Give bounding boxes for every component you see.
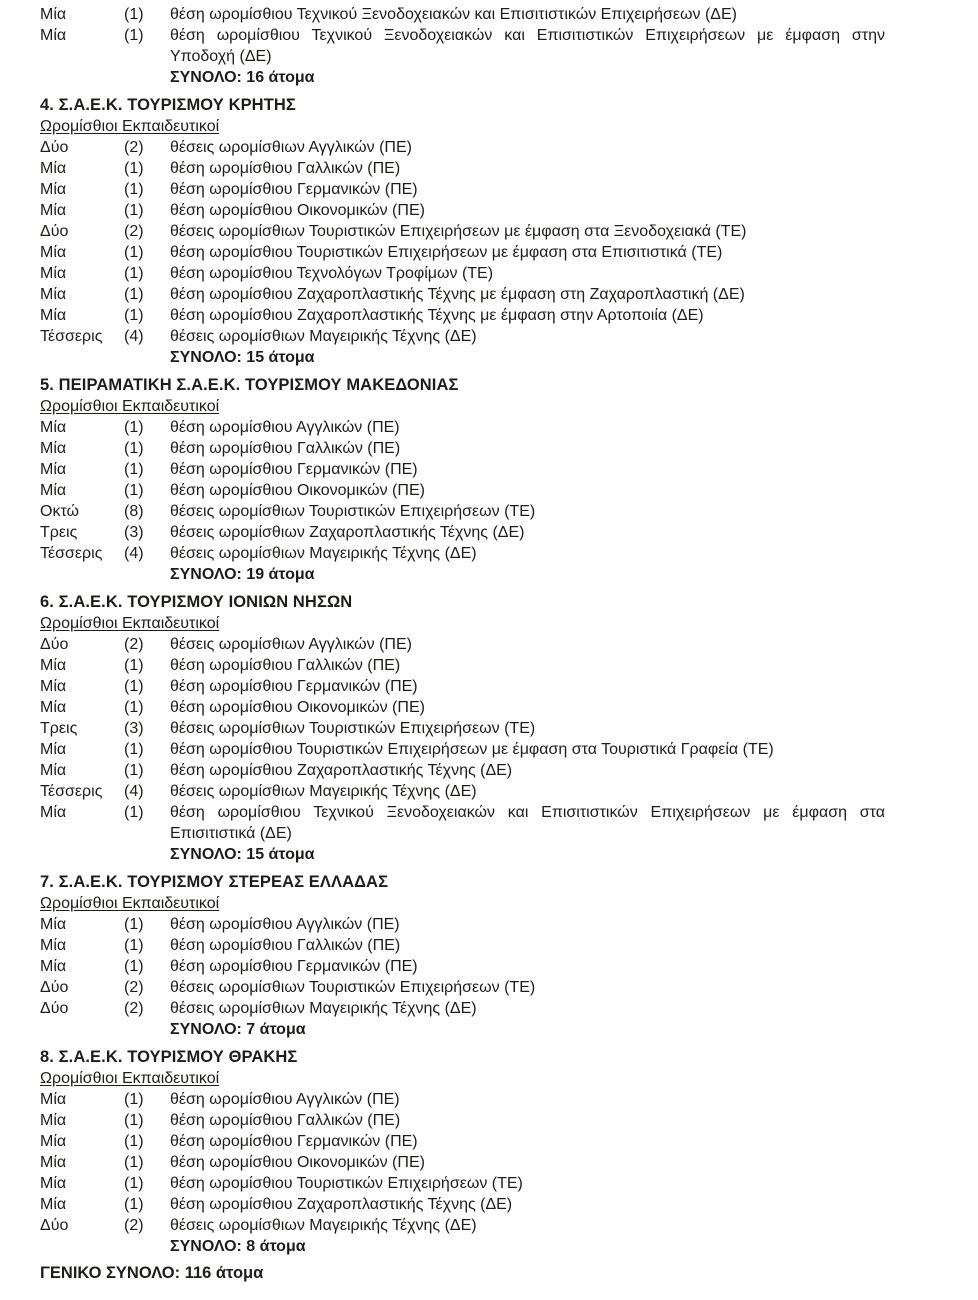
section-rows	[40, 1089, 978, 1236]
count-number: (4)	[124, 328, 144, 345]
count-number: (1)	[124, 1154, 144, 1171]
section-total: ΣΥΝΟΛΟ: 19 άτομα	[170, 566, 315, 583]
position-row	[40, 1131, 978, 1152]
count-number: (1)	[124, 244, 144, 261]
count-number: (2)	[124, 636, 144, 653]
position-section	[40, 94, 978, 368]
count-number: (1)	[124, 741, 144, 758]
section-rows	[40, 137, 978, 347]
position-row	[40, 480, 978, 501]
position-row	[40, 543, 978, 564]
count-word: Μία	[40, 937, 67, 954]
position-row	[40, 438, 978, 459]
position-description: θέση ωρομίσθιου Τουριστικών Επιχειρήσεων με έμφαση στα Επισιτιστικά (ΤΕ)	[170, 244, 723, 261]
count-word: Δύο	[40, 1217, 69, 1234]
count-number: (1)	[124, 1196, 144, 1213]
position-row	[40, 4, 978, 25]
count-word: Μία	[40, 916, 67, 933]
position-description: θέση ωρομίσθιου Αγγλικών (ΠΕ)	[170, 916, 400, 933]
section-total: ΣΥΝΟΛΟ: 8 άτομα	[170, 1238, 306, 1255]
count-number: (2)	[124, 139, 144, 156]
count-word: Μία	[40, 419, 67, 436]
count-word: Μία	[40, 1091, 67, 1108]
position-description: θέση ωρομίσθιου Γαλλικών (ΠΕ)	[170, 160, 401, 177]
count-number: (1)	[124, 27, 144, 44]
position-row	[40, 1152, 978, 1173]
position-description: θέση ωρομίσθιου Οικονομικών (ΠΕ)	[170, 482, 425, 499]
position-description: θέσεις ωρομίσθιων Μαγειρικής Τέχνης (ΔΕ)	[170, 328, 477, 345]
count-word: Μία	[40, 307, 67, 324]
count-word: Μία	[40, 286, 67, 303]
position-description: θέση ωρομίσθιου Τουριστικών Επιχειρήσεων με έμφαση στα Τουριστικά Γραφεία (ΤΕ)	[170, 741, 774, 758]
section-title: 7. Σ.Α.Ε.Κ. ΤΟΥΡΙΣΜΟΥ ΣΤΕΡΕΑΣ ΕΛΛΑΔΑΣ	[40, 873, 389, 891]
count-number: (1)	[124, 1175, 144, 1192]
count-word: Μία	[40, 27, 67, 44]
spacer-cell	[40, 347, 124, 368]
section-total-row	[40, 564, 978, 585]
position-description: θέσεις ωρομίσθιων Μαγειρικής Τέχνης (ΔΕ)	[170, 1217, 477, 1234]
position-description: θέση ωρομίσθιου Οικονομικών (ΠΕ)	[170, 202, 425, 219]
section-subtitle: Ωρομίσθιοι Εκπαιδευτικοί	[40, 1070, 220, 1087]
section-rows	[40, 417, 978, 564]
spacer-cell	[40, 1019, 124, 1040]
position-row	[40, 914, 978, 935]
section-total-row	[40, 844, 978, 865]
position-row	[40, 200, 978, 221]
count-word: Δύο	[40, 139, 69, 156]
count-word: Μία	[40, 678, 67, 695]
position-section	[40, 1046, 978, 1257]
count-word: Μία	[40, 202, 67, 219]
count-word: Μία	[40, 762, 67, 779]
count-word: Δύο	[40, 979, 69, 996]
count-number: (1)	[124, 678, 144, 695]
position-description: θέσεις ωρομίσθιων Τουριστικών Επιχειρήσεων (ΤΕ)	[170, 503, 536, 520]
count-word: Μία	[40, 1154, 67, 1171]
position-description: θέση ωρομίσθιου Οικονομικών (ΠΕ)	[170, 1154, 425, 1171]
position-description: θέσεις ωρομίσθιων Τουριστικών Επιχειρήσεων (ΤΕ)	[170, 720, 536, 737]
count-number: (1)	[124, 657, 144, 674]
count-word: Μία	[40, 699, 67, 716]
position-description: θέση ωρομίσθιου Αγγλικών (ΠΕ)	[170, 1091, 400, 1108]
position-section	[40, 591, 978, 865]
position-row	[40, 1089, 978, 1110]
position-description: θέση ωρομίσθιου Γερμανικών (ΠΕ)	[170, 678, 418, 695]
count-word: Μία	[40, 741, 67, 758]
count-number: (4)	[124, 783, 144, 800]
position-description: θέσεις ωρομίσθιων Ζαχαροπλαστικής Τέχνης (ΔΕ)	[170, 524, 525, 541]
count-word: Τέσσερις	[40, 328, 103, 345]
count-word: Μία	[40, 804, 67, 821]
section-subtitle: Ωρομίσθιοι Εκπαιδευτικοί	[40, 895, 220, 912]
section-subtitle-row	[40, 613, 978, 634]
position-description: θέση ωρομίσθιου Τουριστικών Επιχειρήσεων (ΤΕ)	[170, 1175, 523, 1192]
position-row	[40, 221, 978, 242]
spacer-cell	[124, 1236, 170, 1257]
position-row	[40, 305, 978, 326]
section-rows	[40, 634, 978, 844]
position-row	[40, 739, 978, 760]
count-number: (2)	[124, 223, 144, 240]
position-row	[40, 676, 978, 697]
position-description: θέσεις ωρομίσθιων Μαγειρικής Τέχνης (ΔΕ)	[170, 545, 477, 562]
count-number: (1)	[124, 762, 144, 779]
count-number: (4)	[124, 545, 144, 562]
position-description: θέση ωρομίσθιου Ζαχαροπλαστικής Τέχνης (ΔΕ)	[170, 1196, 513, 1213]
section-total-row	[40, 1236, 978, 1257]
position-row	[40, 1173, 978, 1194]
count-word: Τέσσερις	[40, 783, 103, 800]
position-row	[40, 263, 978, 284]
section-rows	[40, 4, 978, 67]
position-row	[40, 1110, 978, 1131]
position-section	[40, 4, 978, 88]
spacer-cell	[124, 1019, 170, 1040]
position-row	[40, 697, 978, 718]
position-row	[40, 158, 978, 179]
count-number: (1)	[124, 286, 144, 303]
position-description: θέση ωρομίσθιου Γερμανικών (ΠΕ)	[170, 181, 418, 198]
spacer-cell	[40, 844, 124, 865]
count-word: Μία	[40, 657, 67, 674]
position-description: θέση ωρομίσθιου Τεχνικού Ξενοδοχειακών και Επισιτιστικών Επιχειρήσεων με έμφαση στα Επισιτιστικά (ΔΕ)	[170, 804, 885, 842]
count-word: Μία	[40, 440, 67, 457]
position-description: θέση ωρομίσθιου Γαλλικών (ΠΕ)	[170, 440, 401, 457]
count-word: Μία	[40, 181, 67, 198]
position-row	[40, 935, 978, 956]
position-row	[40, 179, 978, 200]
count-number: (1)	[124, 181, 144, 198]
count-word: Μία	[40, 1112, 67, 1129]
position-row	[40, 802, 978, 844]
position-section	[40, 374, 978, 585]
count-word: Οκτώ	[40, 503, 80, 520]
count-number: (1)	[124, 440, 144, 457]
count-word: Μία	[40, 265, 67, 282]
position-row	[40, 1194, 978, 1215]
position-description: θέση ωρομίσθιου Γερμανικών (ΠΕ)	[170, 1133, 418, 1150]
position-description: θέση ωρομίσθιου Τεχνικού Ξενοδοχειακών και Επισιτιστικών Επιχειρήσεων με έμφαση στην Υποδοχή (ΔΕ)	[170, 27, 885, 65]
position-row	[40, 1215, 978, 1236]
section-total: ΣΥΝΟΛΟ: 7 άτομα	[170, 1021, 306, 1038]
count-word: Μία	[40, 958, 67, 975]
position-row	[40, 718, 978, 739]
position-description: θέση ωρομίσθιου Γερμανικών (ΠΕ)	[170, 461, 418, 478]
spacer-cell	[40, 564, 124, 585]
count-word: Δύο	[40, 1000, 69, 1017]
count-number: (1)	[124, 1133, 144, 1150]
section-rows	[40, 914, 978, 1019]
spacer-cell	[40, 67, 124, 88]
position-description: θέση ωρομίσθιου Αγγλικών (ΠΕ)	[170, 419, 400, 436]
position-row	[40, 634, 978, 655]
count-number: (2)	[124, 1000, 144, 1017]
position-description: θέση ωρομίσθιου Γαλλικών (ΠΕ)	[170, 937, 401, 954]
count-word: Μία	[40, 244, 67, 261]
section-total: ΣΥΝΟΛΟ: 15 άτομα	[170, 349, 315, 366]
section-total-row	[40, 1019, 978, 1040]
count-number: (1)	[124, 265, 144, 282]
position-row	[40, 25, 978, 67]
count-word: Μία	[40, 1133, 67, 1150]
count-number: (1)	[124, 916, 144, 933]
section-title: 4. Σ.Α.Ε.Κ. ΤΟΥΡΙΣΜΟΥ ΚΡΗΤΗΣ	[40, 96, 296, 114]
position-description: θέση ωρομίσθιου Τεχνικού Ξενοδοχειακών και Επισιτιστικών Επιχειρήσεων (ΔΕ)	[170, 6, 737, 23]
position-description: θέση ωρομίσθιου Ζαχαροπλαστικής Τέχνης με έμφαση στη Ζαχαροπλαστική (ΔΕ)	[170, 286, 745, 303]
section-subtitle-row	[40, 893, 978, 914]
count-word: Μία	[40, 1175, 67, 1192]
position-row	[40, 137, 978, 158]
section-subtitle: Ωρομίσθιοι Εκπαιδευτικοί	[40, 398, 220, 415]
position-row	[40, 522, 978, 543]
count-word: Μία	[40, 482, 67, 499]
section-title: 8. Σ.Α.Ε.Κ. ΤΟΥΡΙΣΜΟΥ ΘΡΑΚΗΣ	[40, 1048, 298, 1066]
position-description: θέσεις ωρομίσθιων Μαγειρικής Τέχνης (ΔΕ)	[170, 1000, 477, 1017]
count-word: Μία	[40, 461, 67, 478]
section-total: ΣΥΝΟΛΟ: 16 άτομα	[170, 69, 315, 86]
count-number: (1)	[124, 461, 144, 478]
section-subtitle-row	[40, 396, 978, 417]
count-number: (1)	[124, 307, 144, 324]
position-row	[40, 655, 978, 676]
count-number: (3)	[124, 524, 144, 541]
count-number: (1)	[124, 804, 144, 821]
position-row	[40, 417, 978, 438]
position-description: θέσεις ωρομίσθιων Αγγλικών (ΠΕ)	[170, 139, 412, 156]
count-word: Μία	[40, 1196, 67, 1213]
position-description: θέσεις ωρομίσθιων Τουριστικών Επιχειρήσεων (ΤΕ)	[170, 979, 536, 996]
position-description: θέση ωρομίσθιου Γαλλικών (ΠΕ)	[170, 1112, 401, 1129]
count-number: (1)	[124, 160, 144, 177]
section-subtitle-row	[40, 116, 978, 137]
grand-total: ΓΕΝΙΚΟ ΣΥΝΟΛΟ: 116 άτομα	[40, 1264, 264, 1282]
position-row	[40, 760, 978, 781]
spacer-cell	[124, 347, 170, 368]
spacer-cell	[124, 844, 170, 865]
position-description: θέση ωρομίσθιου Ζαχαροπλαστικής Τέχνης (ΔΕ)	[170, 762, 513, 779]
section-total-row	[40, 347, 978, 368]
position-description: θέση ωρομίσθιου Οικονομικών (ΠΕ)	[170, 699, 425, 716]
count-number: (1)	[124, 958, 144, 975]
spacer-cell	[124, 67, 170, 88]
position-row	[40, 956, 978, 977]
section-total-row	[40, 67, 978, 88]
position-description: θέσεις ωρομίσθιων Αγγλικών (ΠΕ)	[170, 636, 412, 653]
position-description: θέση ωρομίσθιου Γερμανικών (ΠΕ)	[170, 958, 418, 975]
count-number: (2)	[124, 979, 144, 996]
position-row	[40, 242, 978, 263]
position-description: θέση ωρομίσθιου Τεχνολόγων Τροφίμων (ΤΕ)	[170, 265, 494, 282]
section-subtitle-row	[40, 1068, 978, 1089]
count-number: (1)	[124, 482, 144, 499]
section-subtitle: Ωρομίσθιοι Εκπαιδευτικοί	[40, 615, 220, 632]
count-word: Τρεις	[40, 720, 78, 737]
count-number: (1)	[124, 1091, 144, 1108]
count-number: (8)	[124, 503, 144, 520]
count-word: Δύο	[40, 636, 69, 653]
section-total: ΣΥΝΟΛΟ: 15 άτομα	[170, 846, 315, 863]
document-body	[40, 4, 978, 1257]
position-row	[40, 326, 978, 347]
position-row	[40, 781, 978, 802]
position-row	[40, 977, 978, 998]
section-subtitle: Ωρομίσθιοι Εκπαιδευτικοί	[40, 118, 220, 135]
count-word: Μία	[40, 160, 67, 177]
position-description: θέσεις ωρομίσθιων Μαγειρικής Τέχνης (ΔΕ)	[170, 783, 477, 800]
count-word: Δύο	[40, 223, 69, 240]
position-row	[40, 998, 978, 1019]
count-number: (2)	[124, 1217, 144, 1234]
position-row	[40, 459, 978, 480]
position-description: θέση ωρομίσθιου Ζαχαροπλαστικής Τέχνης με έμφαση στην Αρτοποιία (ΔΕ)	[170, 307, 704, 324]
position-row	[40, 284, 978, 305]
count-word: Μία	[40, 6, 67, 23]
count-number: (1)	[124, 6, 144, 23]
count-number: (1)	[124, 1112, 144, 1129]
count-number: (1)	[124, 419, 144, 436]
section-title: 6. Σ.Α.Ε.Κ. ΤΟΥΡΙΣΜΟΥ ΙΟΝΙΩΝ ΝΗΣΩΝ	[40, 593, 353, 611]
spacer-cell	[124, 564, 170, 585]
count-word: Τρεις	[40, 524, 78, 541]
count-number: (1)	[124, 699, 144, 716]
position-row	[40, 501, 978, 522]
position-description: θέσεις ωρομίσθιων Τουριστικών Επιχειρήσεων με έμφαση στα Ξενοδοχειακά (ΤΕ)	[170, 223, 747, 240]
position-section	[40, 871, 978, 1040]
count-number: (1)	[124, 937, 144, 954]
spacer-cell	[40, 1236, 124, 1257]
section-title: 5. ΠΕΙΡΑΜΑΤΙΚΗ Σ.Α.Ε.Κ. ΤΟΥΡΙΣΜΟΥ ΜΑΚΕΔΟΝΙΑΣ	[40, 376, 459, 394]
count-number: (1)	[124, 202, 144, 219]
count-word: Τέσσερις	[40, 545, 103, 562]
position-description: θέση ωρομίσθιου Γαλλικών (ΠΕ)	[170, 657, 401, 674]
count-number: (3)	[124, 720, 144, 737]
